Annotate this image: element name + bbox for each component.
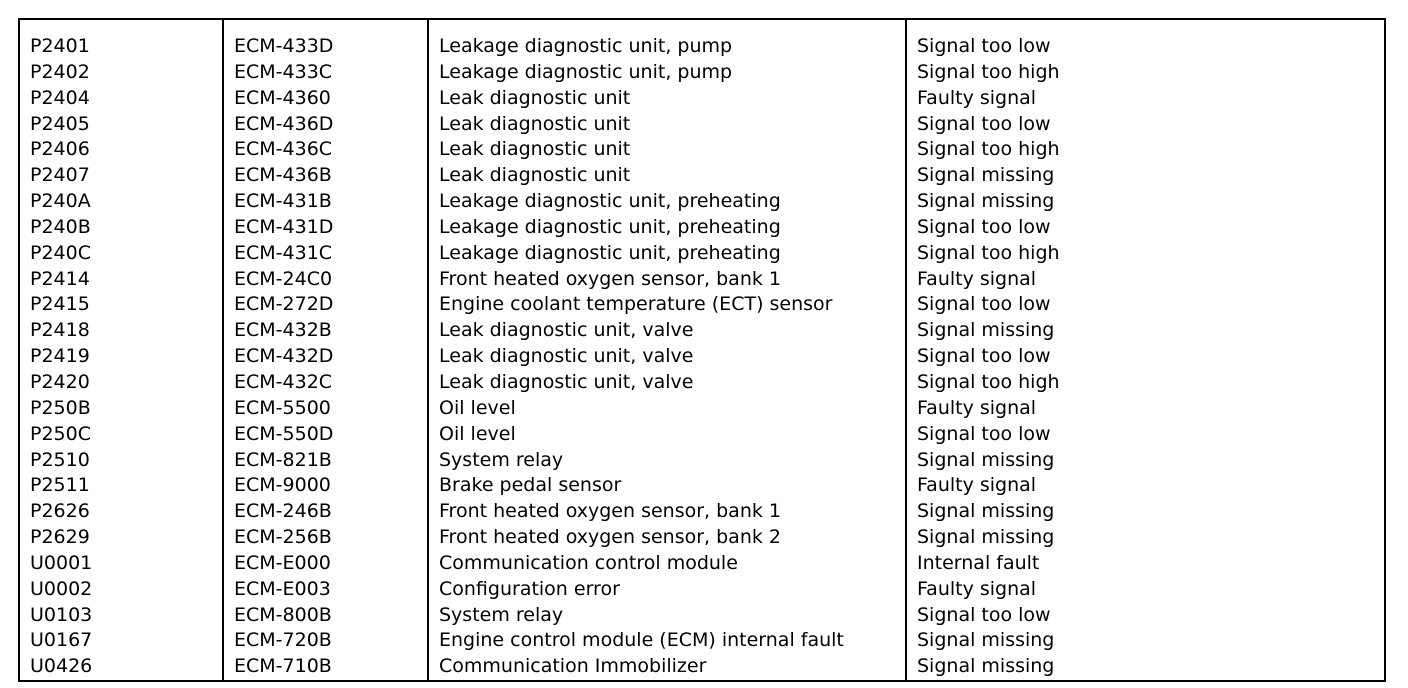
fault-status-cell: Signal too high — [906, 137, 1385, 163]
table-row — [19, 551, 1385, 577]
ecm-code-cell: ECM-5500 — [223, 396, 428, 422]
ecm-code-cell: ECM-E000 — [223, 551, 428, 577]
fault-status-cell: Signal missing — [906, 654, 1385, 681]
dtc-code-cell: P2405 — [19, 112, 223, 138]
fault-status-cell: Faulty signal — [906, 267, 1385, 293]
ecm-code-cell: ECM-432D — [223, 344, 428, 370]
component-cell: Brake pedal sensor — [428, 473, 906, 499]
component-cell: Leak diagnostic unit — [428, 112, 906, 138]
dtc-code-cell: P2402 — [19, 60, 223, 86]
component-cell: Front heated oxygen sensor, bank 1 — [428, 499, 906, 525]
fault-status-cell: Signal missing — [906, 448, 1385, 474]
fault-status-cell: Signal too low — [906, 112, 1385, 138]
component-cell: Engine coolant temperature (ECT) sensor — [428, 292, 906, 318]
ecm-code-cell: ECM-431D — [223, 215, 428, 241]
table-row — [19, 189, 1385, 215]
table-row — [19, 344, 1385, 370]
ecm-code-cell: ECM-436D — [223, 112, 428, 138]
fault-code-table — [18, 18, 1386, 682]
table-row — [19, 422, 1385, 448]
ecm-code-cell: ECM-821B — [223, 448, 428, 474]
component-cell: Front heated oxygen sensor, bank 2 — [428, 525, 906, 551]
dtc-code-cell: P240A — [19, 189, 223, 215]
component-cell: Oil level — [428, 396, 906, 422]
fault-status-cell: Faulty signal — [906, 396, 1385, 422]
dtc-code-cell: P2418 — [19, 318, 223, 344]
ecm-code-cell: ECM-433D — [223, 34, 428, 60]
document-page — [18, 18, 1384, 682]
dtc-code-cell: U0167 — [19, 628, 223, 654]
table-row — [19, 86, 1385, 112]
table-row — [19, 34, 1385, 60]
table-row — [19, 473, 1385, 499]
table-row — [19, 370, 1385, 396]
ecm-code-cell: ECM-431C — [223, 241, 428, 267]
fault-code-table-body — [19, 19, 1385, 681]
component-cell: Front heated oxygen sensor, bank 1 — [428, 267, 906, 293]
component-cell: Leak diagnostic unit — [428, 86, 906, 112]
ecm-code-cell: ECM-432C — [223, 370, 428, 396]
ecm-code-cell: ECM-720B — [223, 628, 428, 654]
fault-status-cell: Signal missing — [906, 628, 1385, 654]
table-row — [19, 499, 1385, 525]
dtc-code-cell: P240B — [19, 215, 223, 241]
spacer-cell — [428, 19, 906, 34]
fault-status-cell: Signal too high — [906, 241, 1385, 267]
ecm-code-cell: ECM-246B — [223, 499, 428, 525]
fault-status-cell: Signal missing — [906, 163, 1385, 189]
dtc-code-cell: P2414 — [19, 267, 223, 293]
ecm-code-cell: ECM-436B — [223, 163, 428, 189]
component-cell: Leak diagnostic unit — [428, 137, 906, 163]
ecm-code-cell: ECM-433C — [223, 60, 428, 86]
component-cell: System relay — [428, 603, 906, 629]
table-row — [19, 292, 1385, 318]
component-cell: Leak diagnostic unit, valve — [428, 318, 906, 344]
fault-status-cell: Signal too low — [906, 34, 1385, 60]
component-cell: Communication Immobilizer — [428, 654, 906, 681]
fault-status-cell: Faulty signal — [906, 473, 1385, 499]
dtc-code-cell: P250B — [19, 396, 223, 422]
spacer-cell — [223, 19, 428, 34]
fault-status-cell: Faulty signal — [906, 577, 1385, 603]
component-cell: Communication control module — [428, 551, 906, 577]
dtc-code-cell: P2626 — [19, 499, 223, 525]
component-cell: Leakage diagnostic unit, pump — [428, 60, 906, 86]
ecm-code-cell: ECM-256B — [223, 525, 428, 551]
dtc-code-cell: P2406 — [19, 137, 223, 163]
table-row — [19, 654, 1385, 681]
component-cell: Leakage diagnostic unit, preheating — [428, 189, 906, 215]
ecm-code-cell: ECM-432B — [223, 318, 428, 344]
dtc-code-cell: P2511 — [19, 473, 223, 499]
fault-status-cell: Signal too high — [906, 370, 1385, 396]
component-cell: Leakage diagnostic unit, preheating — [428, 241, 906, 267]
ecm-code-cell: ECM-4360 — [223, 86, 428, 112]
ecm-code-cell: ECM-800B — [223, 603, 428, 629]
fault-status-cell: Signal missing — [906, 189, 1385, 215]
table-row — [19, 60, 1385, 86]
table-row — [19, 628, 1385, 654]
table-row — [19, 603, 1385, 629]
ecm-code-cell: ECM-9000 — [223, 473, 428, 499]
component-cell: Engine control module (ECM) internal fault — [428, 628, 906, 654]
fault-status-cell: Signal too low — [906, 292, 1385, 318]
component-cell: Leak diagnostic unit, valve — [428, 370, 906, 396]
dtc-code-cell: U0426 — [19, 654, 223, 681]
fault-status-cell: Signal too low — [906, 603, 1385, 629]
dtc-code-cell: P2419 — [19, 344, 223, 370]
component-cell: Leakage diagnostic unit, pump — [428, 34, 906, 60]
dtc-code-cell: P2407 — [19, 163, 223, 189]
table-row — [19, 448, 1385, 474]
fault-status-cell: Signal missing — [906, 318, 1385, 344]
table-row — [19, 112, 1385, 138]
fault-status-cell: Signal missing — [906, 499, 1385, 525]
table-row — [19, 396, 1385, 422]
dtc-code-cell: P250C — [19, 422, 223, 448]
fault-status-cell: Faulty signal — [906, 86, 1385, 112]
ecm-code-cell: ECM-272D — [223, 292, 428, 318]
spacer-cell — [19, 19, 223, 34]
table-row — [19, 215, 1385, 241]
dtc-code-cell: U0001 — [19, 551, 223, 577]
fault-status-cell: Signal missing — [906, 525, 1385, 551]
component-cell: Leak diagnostic unit — [428, 163, 906, 189]
table-row — [19, 137, 1385, 163]
table-row — [19, 318, 1385, 344]
dtc-code-cell: U0103 — [19, 603, 223, 629]
table-row — [19, 267, 1385, 293]
ecm-code-cell: ECM-710B — [223, 654, 428, 681]
dtc-code-cell: U0002 — [19, 577, 223, 603]
component-cell: Leakage diagnostic unit, preheating — [428, 215, 906, 241]
table-top-spacer-row — [19, 19, 1385, 34]
dtc-code-cell: P2404 — [19, 86, 223, 112]
dtc-code-cell: P2420 — [19, 370, 223, 396]
fault-status-cell: Signal too low — [906, 422, 1385, 448]
dtc-code-cell: P2629 — [19, 525, 223, 551]
table-row — [19, 163, 1385, 189]
ecm-code-cell: ECM-24C0 — [223, 267, 428, 293]
dtc-code-cell: P2510 — [19, 448, 223, 474]
ecm-code-cell: ECM-550D — [223, 422, 428, 448]
component-cell: Configuration error — [428, 577, 906, 603]
fault-status-cell: Internal fault — [906, 551, 1385, 577]
ecm-code-cell: ECM-436C — [223, 137, 428, 163]
fault-status-cell: Signal too high — [906, 60, 1385, 86]
ecm-code-cell: ECM-431B — [223, 189, 428, 215]
component-cell: Oil level — [428, 422, 906, 448]
component-cell: Leak diagnostic unit, valve — [428, 344, 906, 370]
dtc-code-cell: P2401 — [19, 34, 223, 60]
table-row — [19, 577, 1385, 603]
dtc-code-cell: P240C — [19, 241, 223, 267]
ecm-code-cell: ECM-E003 — [223, 577, 428, 603]
fault-status-cell: Signal too low — [906, 344, 1385, 370]
spacer-cell — [906, 19, 1385, 34]
fault-status-cell: Signal too low — [906, 215, 1385, 241]
component-cell: System relay — [428, 448, 906, 474]
dtc-code-cell: P2415 — [19, 292, 223, 318]
table-row — [19, 241, 1385, 267]
table-row — [19, 525, 1385, 551]
